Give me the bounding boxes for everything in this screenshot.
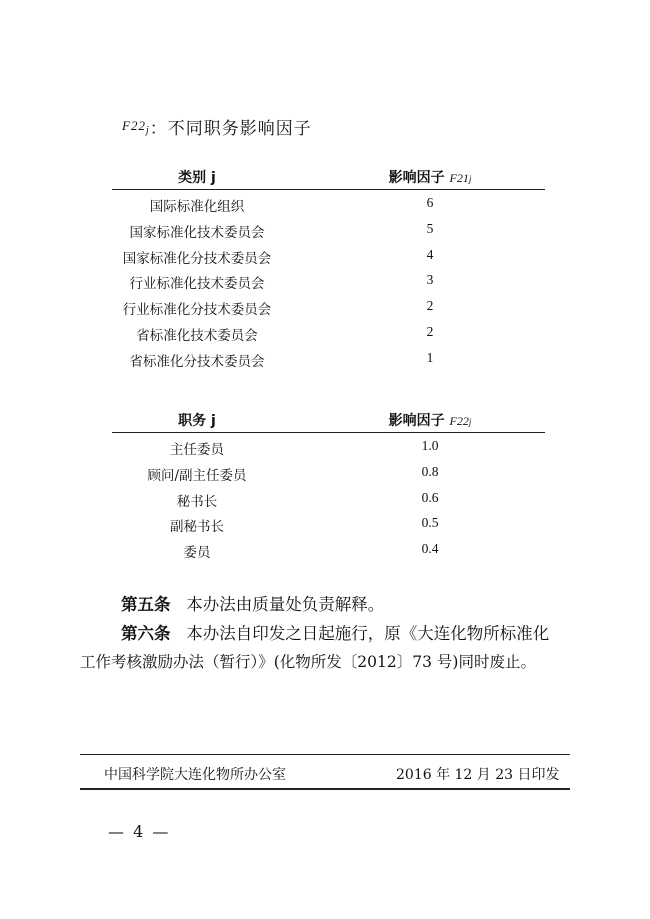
factor-subscript: j — [145, 125, 150, 136]
row-name: 主任委员 — [170, 442, 224, 458]
row-name: 顾问/副主任委员 — [147, 467, 247, 484]
row-name: 国家标准化分技术委员会 — [122, 250, 272, 267]
row-value: 1.0 — [421, 438, 439, 453]
table-header — [112, 408, 545, 433]
article-6 — [80, 619, 580, 677]
row-name: 副秘书长 — [170, 519, 224, 536]
row-value: 4 — [426, 246, 434, 262]
footer-top-rule — [80, 754, 570, 755]
header-position: 职务 j — [178, 413, 216, 429]
row-value: 0.8 — [421, 463, 439, 479]
factor-variable: F22 — [122, 118, 146, 133]
table-row — [112, 536, 545, 562]
table-row — [112, 190, 545, 216]
row-name: 秘书长 — [176, 493, 218, 510]
row-name: 行业标准化技术委员会 — [129, 276, 265, 293]
footer-bottom-rule — [80, 788, 570, 790]
table-row — [112, 242, 545, 268]
issuer: 中国科学院大连化物所办公室 — [104, 767, 286, 783]
table-row — [112, 459, 545, 485]
article-6-label: 第六条 — [121, 624, 171, 643]
header-category: 类别 j — [178, 170, 216, 186]
row-value: 0.6 — [421, 489, 439, 505]
row-value: 1 — [426, 349, 434, 365]
row-value: 2 — [426, 298, 434, 314]
row-name: 省标准化技术委员会 — [136, 327, 258, 344]
article-5-label: 第五条 — [121, 595, 171, 614]
page-number: — 4 — — [108, 822, 171, 841]
table-row — [112, 485, 545, 511]
row-name: 国家标准化技术委员会 — [129, 224, 265, 241]
article-6-text-2: 工作考核激励办法（暂行）》(化物所发〔2012〕73 号)同时废止。 — [80, 653, 536, 671]
article-5 — [80, 590, 580, 619]
row-name: 省标准化分技术委员会 — [129, 353, 265, 370]
table-row — [112, 433, 545, 459]
row-value: 2 — [426, 323, 434, 339]
row-name: 行业标准化分技术委员会 — [122, 302, 272, 319]
header-factor: 影响因子 F21j — [388, 170, 472, 186]
issue-date: 2016 年 12 月 23 日印发 — [396, 767, 560, 783]
article-6-text-1: 本办法自印发之日起施行，原《大连化物所标准化 — [186, 624, 550, 643]
position-factor-table — [112, 408, 545, 562]
category-factor-table — [112, 165, 545, 371]
article-5-text: 本办法由质量处负责解释。 — [186, 595, 385, 614]
table-row — [112, 267, 545, 293]
header-factor: 影响因子 F22j — [388, 413, 472, 429]
table-row — [112, 319, 545, 345]
row-name: 委员 — [183, 545, 211, 562]
table-row — [112, 510, 545, 536]
table-header — [112, 165, 545, 190]
row-value: 0.4 — [421, 541, 439, 557]
row-name: 国际标准化组织 — [149, 199, 245, 215]
table-row — [112, 345, 545, 371]
table-row — [112, 216, 545, 242]
row-value: 3 — [426, 272, 434, 288]
factor-heading — [122, 114, 312, 139]
heading-text: ：不同职务影响因子 — [149, 119, 312, 139]
row-value: 5 — [426, 220, 434, 236]
row-value: 6 — [426, 195, 434, 210]
row-value: 0.5 — [421, 515, 439, 531]
table-row — [112, 293, 545, 319]
